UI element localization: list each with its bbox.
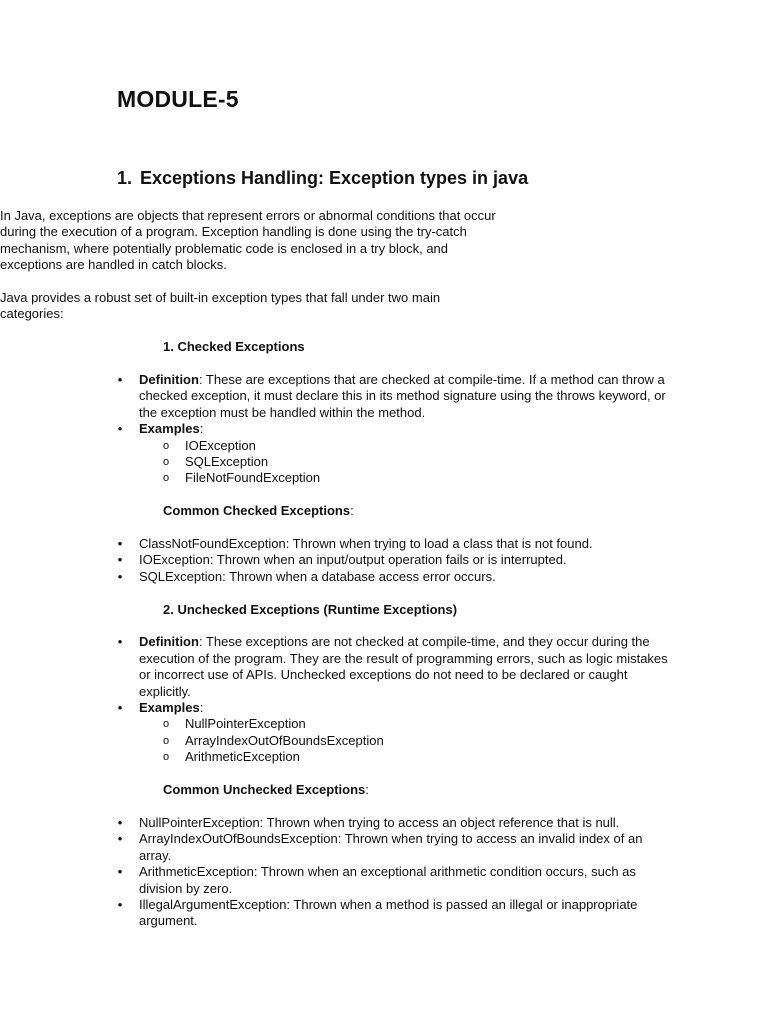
common-unchecked-heading: [163, 782, 768, 798]
checked-exceptions-heading: 1. Checked Exceptions: [163, 339, 305, 355]
bullet-icon: •: [117, 896, 123, 912]
example-text: SQLException: [185, 454, 269, 470]
list-item: [0, 634, 674, 700]
common-unchecked-list: [0, 815, 768, 930]
definition-text: : These are exceptions that are checked at compile-time. If a method can throw a checked exception, it must declare this in its method signature using the throws keyword, or the exception must be handled within the method.: [139, 372, 666, 420]
list-item-text: ClassNotFoundException: Thrown when trying to load a class that is not found.: [139, 536, 593, 552]
circle-bullet-icon: o: [163, 718, 170, 731]
common-checked-colon: :: [350, 503, 354, 519]
example-item: [139, 716, 674, 732]
list-item: [0, 831, 674, 864]
circle-bullet-icon: o: [163, 439, 170, 452]
list-item-text: ArithmeticException: Thrown when an exceptional arithmetic condition occurs, such as division by zero.: [139, 864, 636, 896]
section-heading: [117, 168, 528, 189]
unchecked-definition-list: [0, 634, 768, 765]
list-item-text: NullPointerException: Thrown when trying to access an object reference that is null.: [139, 814, 620, 830]
list-item: [0, 700, 674, 766]
list-item-text: IOException: Thrown when an input/output operation fails or is interrupted.: [139, 552, 567, 568]
checked-examples-list: [139, 438, 674, 487]
example-item: [139, 454, 674, 470]
examples-label: Examples: [139, 421, 200, 437]
intro-paragraph: In Java, exceptions are objects that represent errors or abnormal conditions that occur during the execution of a program. Exception handling is done using the try-catch mechanism, where potentially problematic code is enclosed in a try block, and exceptions are handled in catch blocks.: [0, 208, 496, 273]
bullet-icon: •: [117, 864, 123, 880]
example-text: FileNotFoundException: [185, 470, 321, 486]
example-item: [139, 733, 674, 749]
section-title: Exceptions Handling: Exception types in java: [140, 168, 529, 188]
circle-bullet-icon: o: [163, 456, 170, 469]
checked-definition-list: [0, 372, 768, 487]
definition-text: : These exceptions are not checked at compile-time, and they occur during the execution of the program. They are the result of programming errors, such as logic mistakes or incorrect use of APIs. Unchecked exceptions do not need to be declared or caught explicitly.: [139, 634, 668, 699]
definition-label: Definition: [139, 372, 199, 388]
list-item: [0, 372, 674, 421]
example-item: [139, 749, 674, 765]
unchecked-exceptions-heading: 2. Unchecked Exceptions (Runtime Exceptions): [163, 601, 458, 617]
list-item: [0, 864, 674, 897]
example-item: [139, 470, 674, 486]
examples-colon: :: [199, 421, 204, 437]
circle-bullet-icon: o: [163, 734, 170, 747]
circle-bullet-icon: o: [163, 472, 170, 485]
bullet-icon: •: [117, 536, 123, 552]
bullet-icon: •: [117, 634, 123, 650]
document-body: [0, 208, 768, 946]
example-text: ArrayIndexOutOfBoundsException: [185, 732, 384, 748]
section-number: 1.: [117, 168, 133, 188]
bullet-icon: •: [117, 814, 123, 830]
list-item: [0, 421, 674, 487]
common-checked-title: Common Checked Exceptions: [163, 503, 351, 519]
bullet-icon: •: [117, 568, 123, 584]
list-item: [0, 815, 674, 831]
module-title: MODULE-5: [117, 86, 239, 112]
list-item-text: SQLException: Thrown when a database access error occurs.: [139, 568, 496, 584]
bullet-icon: •: [117, 552, 123, 568]
list-item: [0, 536, 674, 552]
list-item: [0, 552, 674, 568]
bullet-icon: •: [117, 421, 123, 437]
example-item: [139, 438, 674, 454]
list-item: [0, 897, 674, 930]
circle-bullet-icon: o: [163, 751, 170, 764]
list-item: [0, 569, 674, 585]
common-unchecked-title: Common Unchecked Exceptions: [163, 782, 366, 798]
common-unchecked-colon: :: [365, 782, 369, 798]
examples-colon: :: [199, 700, 204, 716]
bullet-icon: •: [117, 700, 123, 716]
unchecked-examples-list: [139, 716, 674, 765]
example-text: ArithmeticException: [185, 749, 300, 765]
list-item-text: ArrayIndexOutOfBoundsException: Thrown when trying to access an invalid index of an array.: [139, 831, 643, 863]
bullet-icon: •: [117, 831, 123, 847]
list-item-text: IllegalArgumentException: Thrown when a method is passed an illegal or inappropriate argument.: [139, 896, 638, 929]
common-checked-list: [0, 536, 768, 585]
bullet-icon: •: [117, 372, 123, 388]
example-text: NullPointerException: [185, 716, 306, 732]
intro-paragraph: Java provides a robust set of built-in exception types that fall under two main categories:: [0, 290, 441, 322]
example-text: IOException: [185, 437, 256, 453]
examples-label: Examples: [139, 700, 200, 716]
definition-label: Definition: [139, 634, 199, 650]
common-checked-heading: [163, 503, 768, 519]
